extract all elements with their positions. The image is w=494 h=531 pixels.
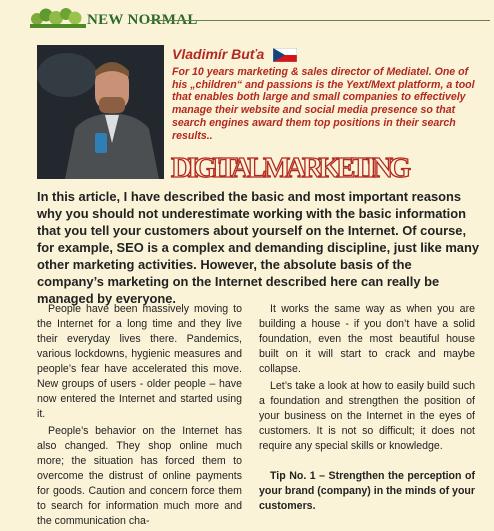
trees-logo-icon	[30, 7, 86, 31]
header-divider	[150, 20, 490, 21]
tip-heading: Tip No. 1 – Strengthen the perception of your brand (company) in the minds of your customers.	[259, 470, 476, 512]
article-title	[169, 150, 419, 184]
page-header	[0, 0, 494, 36]
article-title-text: DIGITAL MARKETING	[171, 152, 411, 184]
body-paragraph: People have been massively moving to the Internet for a long time and they live their everyday lives there. Pandemics, various lockdowns, hygienic measures and people’s fear have accelerated this move. New groups of users - older people – have now entered the Internet and started using it.	[37, 303, 242, 420]
body-paragraph: Let’s take a look at how to easily build such a foundation and strengthen the position of your business on the Internet in the eyes of customers. It is not so difficult; it does not require any special skills or knowledge.	[259, 380, 475, 452]
author-bio: For 10 years marketing & sales director of Mediatel. One of his „children“ and passions is the Yext/Mext platform, a tool that enables both large and small companies to effectively manage their website and social media presence so that search engines award them top positions in their search results..	[172, 66, 475, 142]
article-intro: In this article, I have described the basic and most important reasons why you should not underestimate working with the basic information that you tell your customers about yourself on the Internet. Of course, for example, SEO is a complex and demanding discipline, just like many other marketing activities. However, the absolute basis of the company’s marketing on the Internet described here can really be managed by everyone.	[37, 189, 479, 306]
left-column	[37, 302, 242, 531]
author-name: Vladimír Buťa	[172, 46, 265, 62]
author-photo	[37, 45, 164, 179]
body-paragraph: People’s behavior on the Internet has also changed. They shop online much more; the situation has forced them to overcome the distrust of online payments for goods. Caution and concern force them to search for information much more and the communication cha-	[37, 425, 242, 527]
author-photo-illustration	[37, 45, 164, 179]
section-header-title: NEW NORMAL	[87, 12, 198, 28]
body-paragraph: It works the same way as when you are building a house - if you don’t have a solid foundation, even the most beautiful house built on it will start to crack and maybe collapse.	[259, 303, 475, 375]
czech-flag-icon	[273, 48, 297, 62]
right-column	[259, 302, 475, 516]
